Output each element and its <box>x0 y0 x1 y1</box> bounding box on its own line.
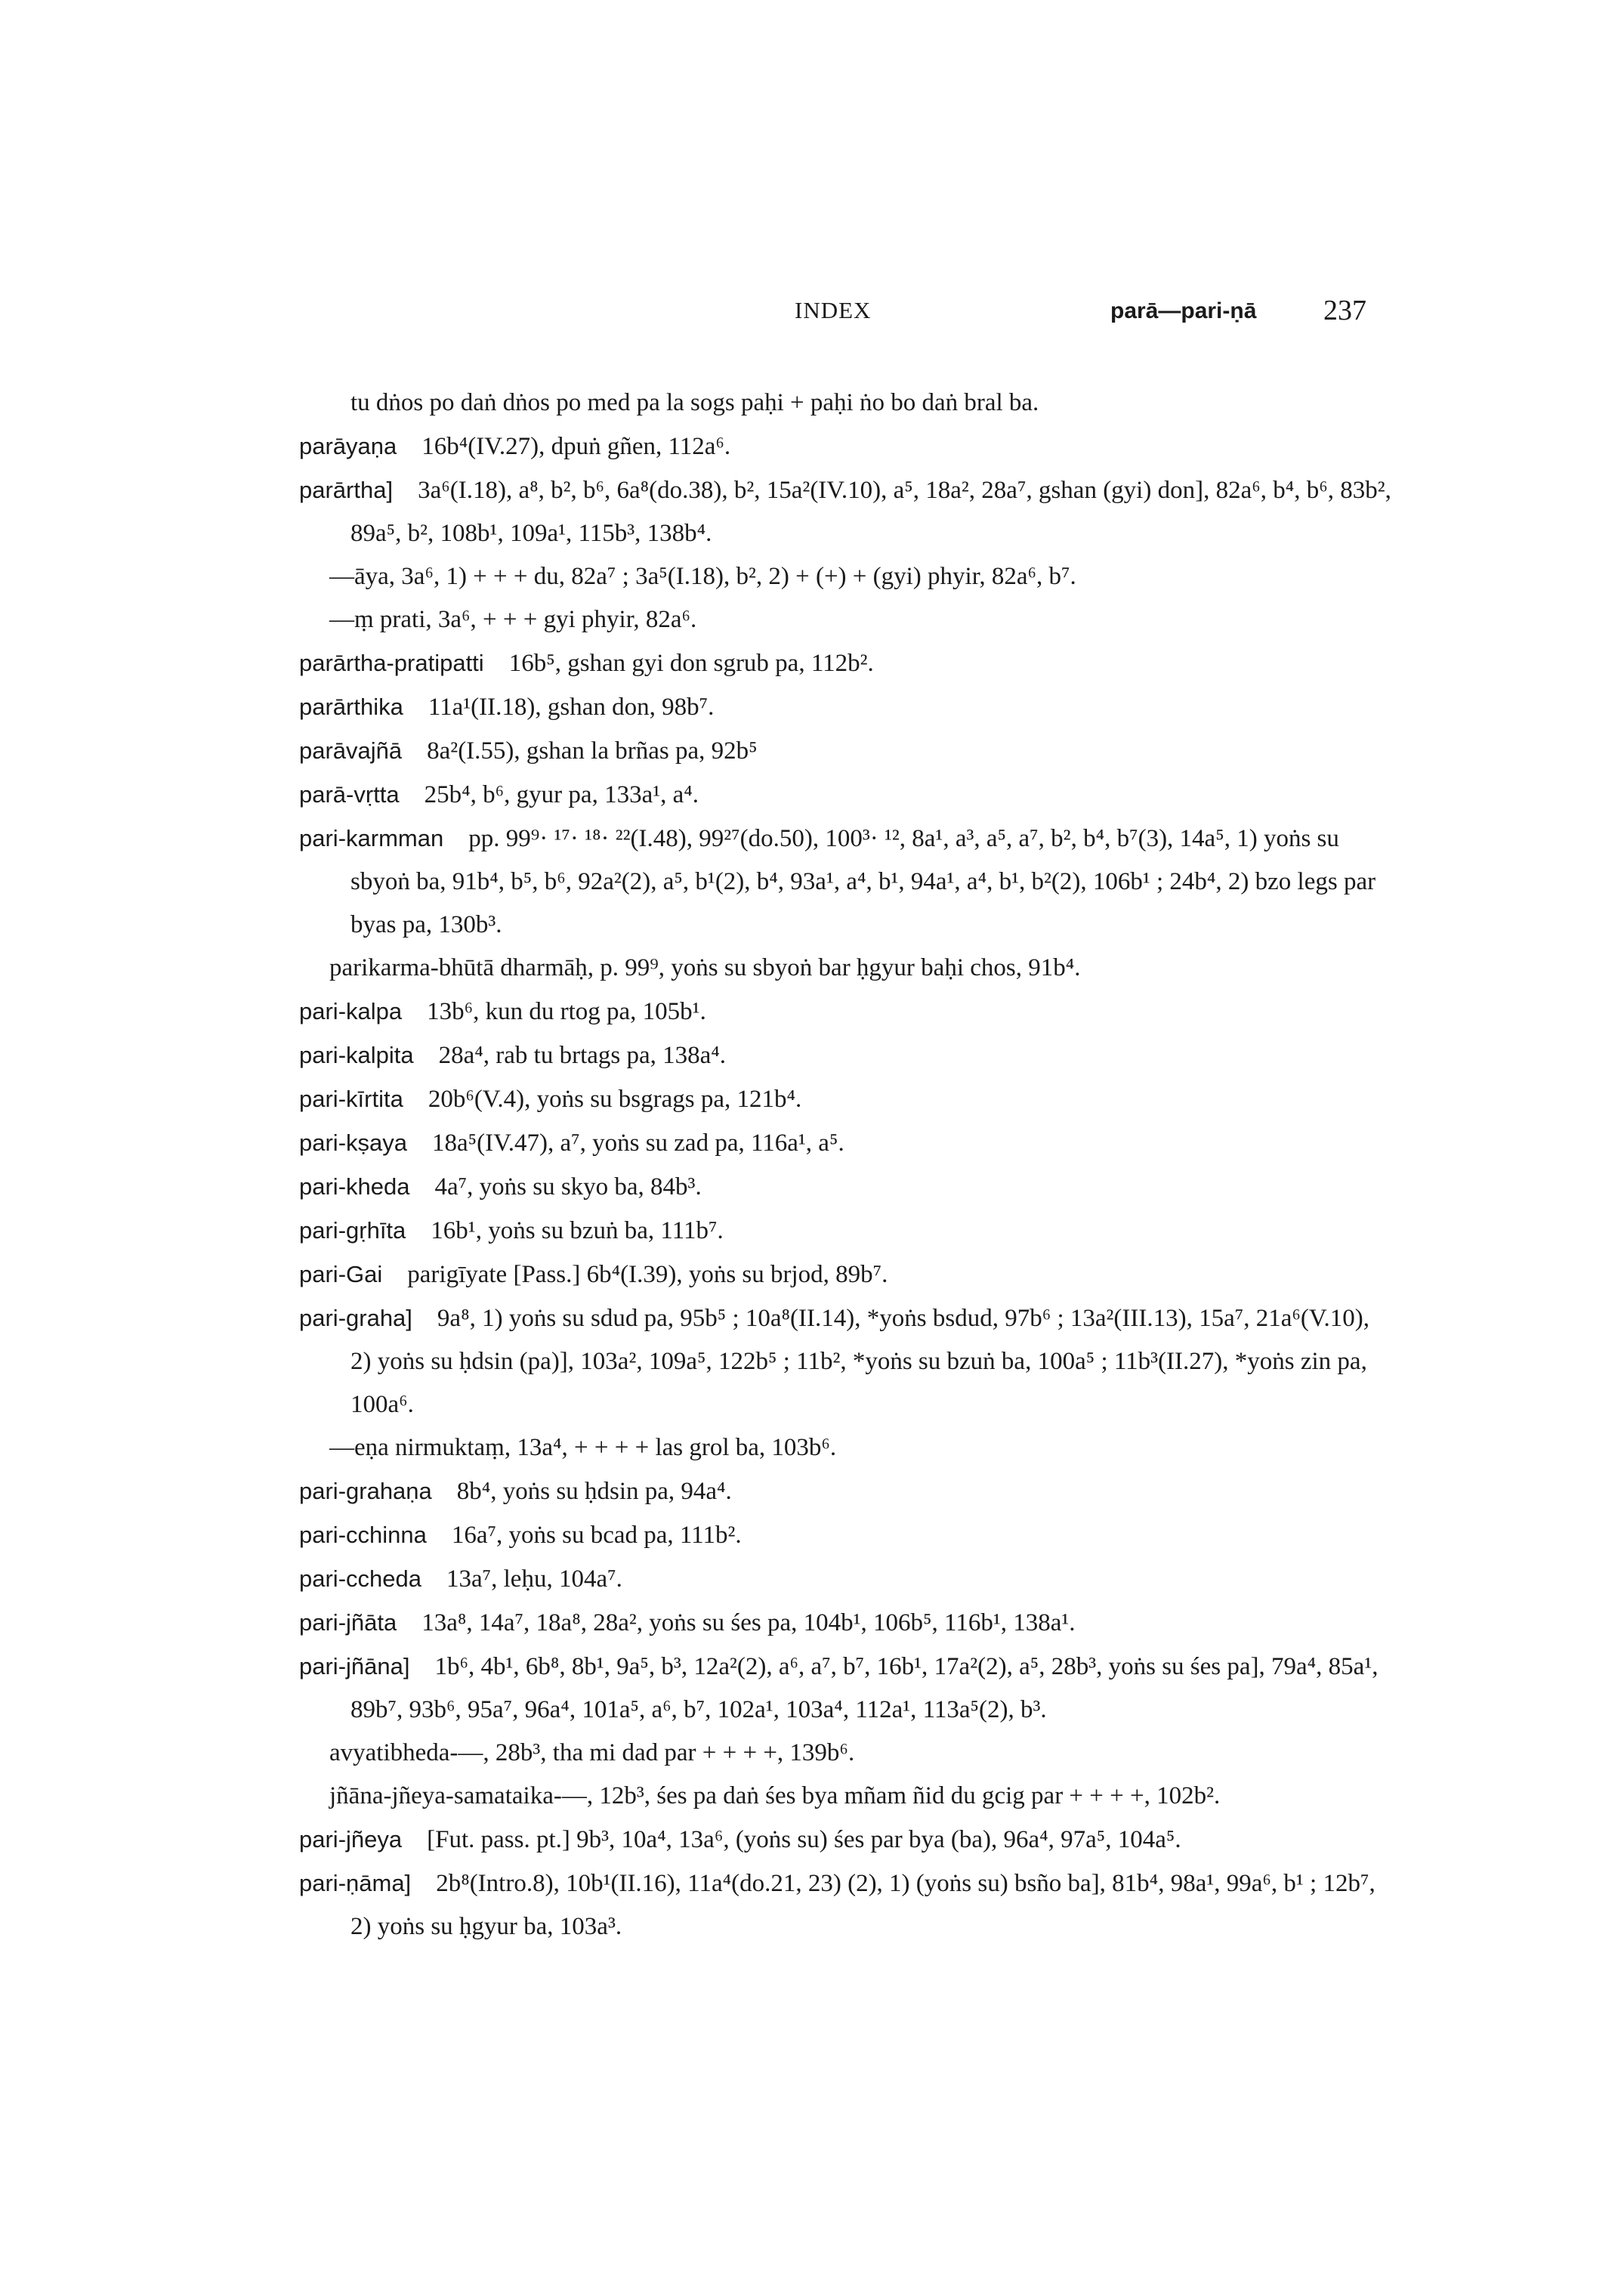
entry-text: 18a⁵(IV.47), a⁷, yoṅs su zad pa, 116a¹, a⁵. <box>432 1129 844 1157</box>
index-entry <box>299 1077 1394 1121</box>
index-entry <box>299 1296 1394 1426</box>
entry-headword: pari-ṇāma] <box>299 1870 412 1896</box>
index-entry <box>299 729 1394 773</box>
index-entry <box>299 382 1394 425</box>
entry-text: 1b⁶, 4b¹, 6b⁸, 8b¹, 9a⁵, b³, 12a²(2), a⁶, a⁷, b⁷, 16b¹, 17a²(2), a⁵, 28b³, yoṅs su śes pa], 79a⁴, 85a¹, 89b⁷, 93b⁶, 95a⁷, 96a⁴, 101a⁵, a⁶, b⁷, 102a¹, 103a⁴, 112a¹, 113a⁵(2), b³. <box>350 1653 1379 1723</box>
index-subentry <box>299 555 1394 598</box>
page-number: 237 <box>1323 295 1366 326</box>
entry-headword: pari-jñāna] <box>299 1653 410 1680</box>
entry-headword: pari-ccheda <box>299 1565 421 1592</box>
entry-text: 16b¹, yoṅs su bzuṅ ba, 111b⁷. <box>431 1217 724 1244</box>
index-subentry <box>299 598 1394 641</box>
entry-text: pp. 99⁹· ¹⁷· ¹⁸· ²²(I.48), 99²⁷(do.50), 100³· ¹², 8a¹, a³, a⁵, a⁷, b², b⁴, b⁷(3), 14a⁵, 1) yoṅs su sbyoṅ ba, 91b⁴, b⁵, b⁶, 92a²(2), a⁵, b¹(2), b⁴, 93a¹, a⁴, b¹, 94a¹, a⁴, b¹, b²(2), 106b¹ ; 24b⁴, 2) bzo legs par byas pa, 130b³. <box>350 825 1376 938</box>
entry-text: 8a²(I.55), gshan la brñas pa, 92b⁵ <box>427 737 758 765</box>
entry-headword: pari-kīrtita <box>299 1086 403 1112</box>
index-entry <box>299 1557 1394 1601</box>
index-entry <box>299 1209 1394 1253</box>
header-entry-range: parā—pari-ṇā <box>1110 298 1257 323</box>
entry-headword: pari-kalpa <box>299 998 403 1024</box>
entry-text: avyatibheda-—, 28b³, tha mi dad par + + + +, 139b⁶. <box>329 1739 855 1766</box>
index-entry <box>299 641 1394 685</box>
entry-headword: pari-karmman <box>299 825 444 851</box>
entry-text: 8b⁴, yoṅs su ḥdsin pa, 94a⁴. <box>456 1478 732 1505</box>
entry-headword: parārthika <box>299 694 403 720</box>
entry-headword: pari-graha] <box>299 1305 412 1331</box>
entry-text: 13a⁷, leḥu, 104a⁷. <box>446 1565 622 1593</box>
entry-text: parigīyate [Pass.] 6b⁴(I.39), yoṅs su brjod, 89b⁷. <box>407 1261 888 1288</box>
index-subentry <box>299 1732 1394 1775</box>
index-entry <box>299 1818 1394 1862</box>
entry-text: [Fut. pass. pt.] 9b³, 10a⁴, 13a⁶, (yoṅs su) śes par bya (ba), 96a⁴, 97a⁵, 104a⁵. <box>427 1826 1181 1853</box>
index-entry <box>299 685 1394 729</box>
entry-headword: pari-jñāta <box>299 1609 397 1636</box>
entry-headword: pari-gṛhīta <box>299 1217 406 1244</box>
entry-headword: pari-kheda <box>299 1173 410 1200</box>
entry-headword: pari-Gai <box>299 1261 383 1287</box>
page-header <box>0 297 1624 335</box>
index-entry <box>299 1253 1394 1296</box>
entry-text: 2b⁸(Intro.8), 10b¹(II.16), 11a⁴(do.21, 23) (2), 1) (yoṅs su) bsño ba], 81b⁴, 98a¹, 99a⁶, b¹ ; 12b⁷, 2) yoṅs su ḥgyur ba, 103a³. <box>350 1870 1375 1940</box>
entry-headword: parā-vṛtta <box>299 781 400 808</box>
entry-text: 16b⁵, gshan gyi don sgrub pa, 112b². <box>508 650 874 677</box>
index-entry <box>299 773 1394 817</box>
entry-text: 20b⁶(V.4), yoṅs su bsgrags pa, 121b⁴. <box>428 1086 802 1113</box>
index-subentry <box>299 1426 1394 1469</box>
index-entry <box>299 425 1394 468</box>
running-title: INDEX <box>795 297 872 323</box>
entry-headword: pari-jñeya <box>299 1826 403 1853</box>
entry-text: 16b⁴(IV.27), dpuṅ gñen, 112a⁶. <box>421 433 731 460</box>
entry-text: —āya, 3a⁶, 1) + + + du, 82a⁷ ; 3a⁵(I.18), b², 2) + (+) + (gyi) phyir, 82a⁶, b⁷. <box>329 563 1076 590</box>
index-subentry <box>299 1775 1394 1818</box>
index-entries <box>299 382 1394 1948</box>
entry-headword: parāvajñā <box>299 737 403 764</box>
entry-text: 13b⁶, kun du rtog pa, 105b¹. <box>427 998 706 1025</box>
index-entry <box>299 1645 1394 1732</box>
index-entry <box>299 1165 1394 1209</box>
entry-text: 4a⁷, yoṅs su skyo ba, 84b³. <box>434 1173 702 1201</box>
index-entry <box>299 1513 1394 1557</box>
entry-text: 28a⁴, rab tu brtags pa, 138a⁴. <box>438 1042 727 1069</box>
entry-headword: pari-kṣaya <box>299 1129 407 1156</box>
entry-text: 3a⁶(I.18), a⁸, b², b⁶, 6a⁸(do.38), b², 15a²(IV.10), a⁵, 18a², 28a⁷, gshan (gyi) don], 82a⁶, b⁴, b⁶, 83b², 89a⁵, b², 108b¹, 109a¹, 115b³, 138b⁴. <box>350 477 1391 547</box>
entry-text: 25b⁴, b⁶, gyur pa, 133a¹, a⁴. <box>424 781 699 808</box>
entry-text: 16a⁷, yoṅs su bcad pa, 111b². <box>451 1522 742 1549</box>
entry-text: 11a¹(II.18), gshan don, 98b⁷. <box>428 694 715 721</box>
index-entry <box>299 990 1394 1034</box>
entry-text: 13a⁸, 14a⁷, 18a⁸, 28a², yoṅs su śes pa, 104b¹, 106b⁵, 116b¹, 138a¹. <box>421 1609 1076 1636</box>
index-subentry <box>299 947 1394 990</box>
index-entry <box>299 1601 1394 1645</box>
entry-headword: pari-cchinna <box>299 1522 427 1548</box>
index-entry <box>299 1862 1394 1948</box>
index-entry <box>299 1034 1394 1077</box>
entry-text: parikarma-bhūtā dharmāḥ, p. 99⁹, yoṅs su sbyoṅ bar ḥgyur baḥi chos, 91b⁴. <box>329 954 1081 981</box>
index-entry <box>299 1469 1394 1513</box>
entry-headword: pari-grahaṇa <box>299 1478 432 1504</box>
entry-text: jñāna-jñeya-samataika-—, 12b³, śes pa daṅ śes bya mñam ñid du gcig par + + + +, 102b². <box>329 1782 1221 1809</box>
index-entry <box>299 1121 1394 1165</box>
entry-text: tu dṅos po daṅ dṅos po med pa la sogs paḥi + paḥi ṅo bo daṅ bral ba. <box>350 389 1039 416</box>
entry-text: 9a⁸, 1) yoṅs su sdud pa, 95b⁵ ; 10a⁸(II.14), *yoṅs bsdud, 97b⁶ ; 13a²(III.13), 15a⁷, 21a⁶(V.10), 2) yoṅs su ḥdsin (pa)], 103a², 109a⁵, 122b⁵ ; 11b², *yoṅs su bzuṅ ba, 100a⁵ ; 11b³(II.27), *yoṅs zin pa, 100a⁶. <box>350 1305 1369 1418</box>
entry-headword: pari-kalpita <box>299 1042 414 1068</box>
entry-headword: parārtha-pratipatti <box>299 650 484 676</box>
entry-headword: parārtha] <box>299 477 394 503</box>
index-entry <box>299 817 1394 947</box>
entry-text: —eṇa nirmuktaṃ, 13a⁴, + + + + las grol ba, 103b⁶. <box>329 1434 837 1461</box>
index-entry <box>299 468 1394 555</box>
entry-headword: parāyaṇa <box>299 433 397 459</box>
entry-text: —ṃ prati, 3a⁶, + + + gyi phyir, 82a⁶. <box>329 606 697 633</box>
